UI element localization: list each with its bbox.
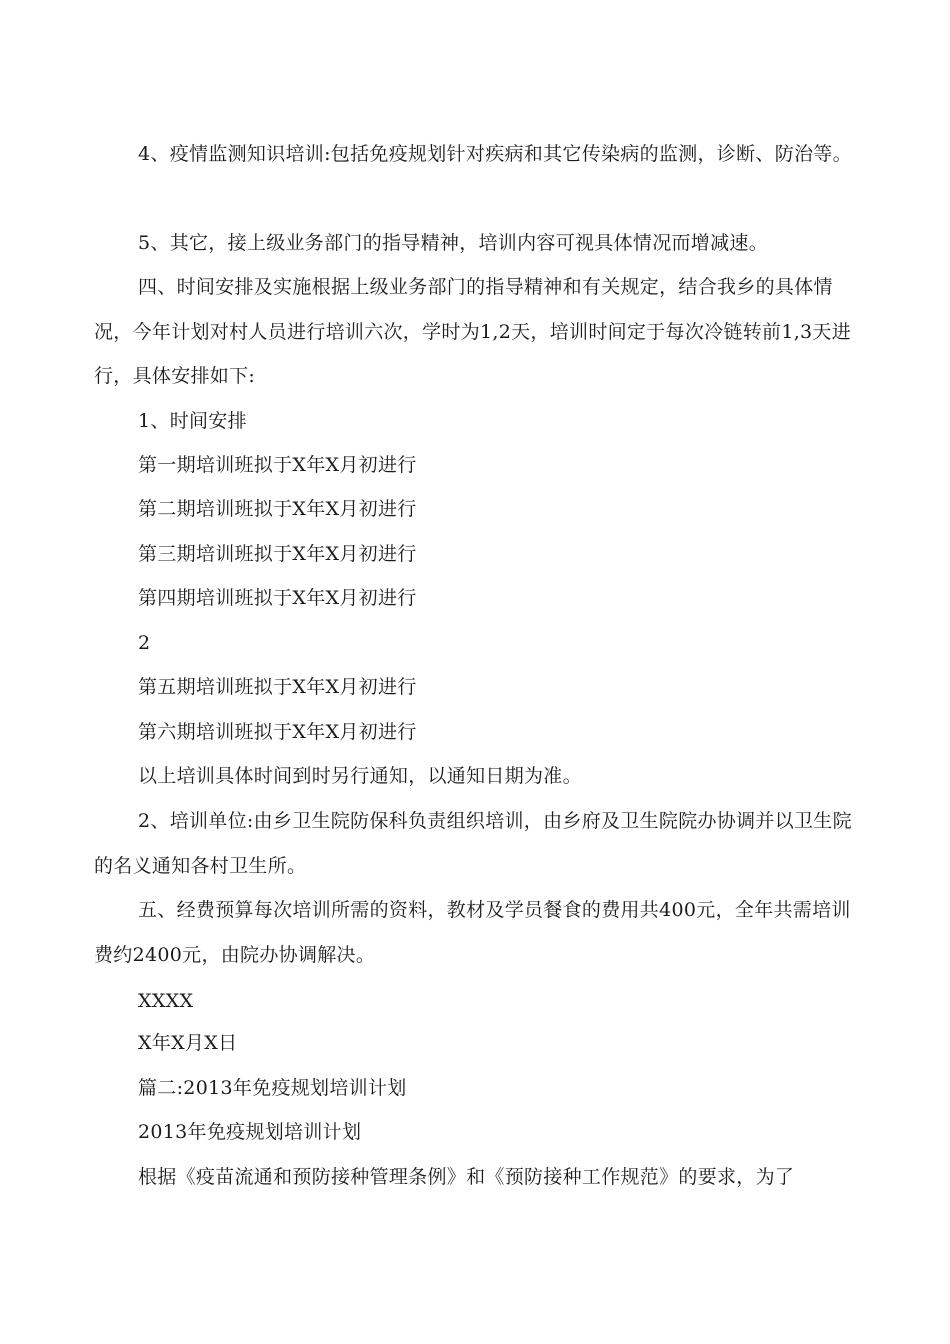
paragraph-time-arrangement: 1、时间安排 bbox=[138, 410, 247, 432]
paragraph-session-2: 第二期培训班拟于X年X月初进行 bbox=[138, 498, 417, 520]
paragraph-other-training: 5、其它，接上级业务部门的指导精神，培训内容可视具体情况而增减速。 bbox=[138, 232, 768, 254]
signature-date: X年X月X日 bbox=[138, 1032, 238, 1054]
section-heading-part-two: 篇二:2013年免疫规划培训计划 bbox=[138, 1077, 407, 1099]
section-title: 2013年免疫规划培训计划 bbox=[138, 1121, 362, 1143]
paragraph-session-6: 第六期培训班拟于X年X月初进行 bbox=[138, 721, 417, 743]
paragraph-schedule-implementation: 四、时间安排及实施根据上级业务部门的指导精神和有关规定，结合我乡的具体情况，今年计划对村人员进行培训六次，学时为1,2天，培训时间定于每次冷链转前1,3天进行，具体安排如下: bbox=[94, 276, 852, 387]
paragraph-basis: 根据《疫苗流通和预防接种管理条例》和《预防接种工作规范》的要求，为了 bbox=[138, 1166, 795, 1188]
paragraph-notice: 以上培训具体时间到时另行通知，以通知日期为准。 bbox=[138, 765, 582, 787]
paragraph-session-4: 第四期培训班拟于X年X月初进行 bbox=[138, 587, 417, 609]
signature-org: XXXX bbox=[138, 990, 194, 1012]
page-number: 2 bbox=[138, 632, 151, 654]
paragraph-epidemic-monitoring-training: 4、疫情监测知识培训:包括免疫规划针对疾病和其它传染病的监测，诊断、防治等。 bbox=[138, 143, 852, 165]
paragraph-training-unit: 2、培训单位:由乡卫生院防保科负责组织培训，由乡府及卫生院院办协调并以卫生院的名义通知各村卫生所。 bbox=[94, 810, 852, 877]
paragraph-session-5: 第五期培训班拟于X年X月初进行 bbox=[138, 676, 417, 698]
paragraph-budget: 五、经费预算每次培训所需的资料，教材及学员餐食的费用共400元，全年共需培训费约2400元，由院办协调解决。 bbox=[94, 899, 851, 966]
paragraph-session-3: 第三期培训班拟于X年X月初进行 bbox=[138, 543, 417, 565]
paragraph-session-1: 第一期培训班拟于X年X月初进行 bbox=[138, 454, 417, 476]
